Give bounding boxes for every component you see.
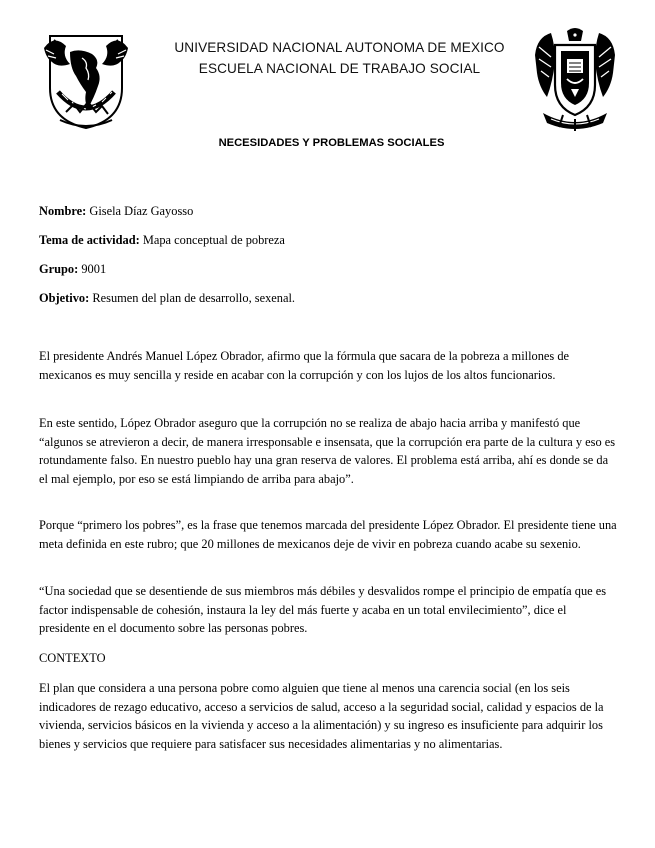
paragraph-2: En este sentido, López Obrador aseguro que la corrupción no se realiza de abajo hacia arriba y manifestó que “algunos se atrevieron a decir, de manera irresponsable e insensata, que la corrupción era parte de la cultura y eso es rotundamente falso. En nuestro pueblo hay una gran reserva de valores. El problema está arriba, ahí es donde se da el mal ejemplo, por eso se está limpiando de arriba para abajo”. bbox=[39, 416, 616, 486]
field-tema-value: Mapa conceptual de pobreza bbox=[142, 233, 285, 247]
paragraph-5: El plan que considera a una persona pobre como alguien que tiene al menos una carencia social (en los seis indicadores de rezago educativo, acceso a servicios de salud, acceso a la seguridad social, calidad y espacios de la vivienda, servicios básicos en la vivienda y acceso a la alimentación) y su ingreso es insuficiente para adquirir los bienes y servicios que requiere para satisfacer sus necesidades alimentarias y no alimentarias. bbox=[39, 681, 604, 751]
field-nombre-label: Nombre: bbox=[39, 204, 87, 218]
field-tema-label: Tema de actividad: bbox=[39, 233, 140, 247]
field-objetivo-value: Resumen del plan de desarrollo, sexenal. bbox=[92, 291, 296, 305]
paragraph-1: El presidente Andrés Manuel López Obrador, afirmo que la fórmula que sacara de la pobreza a millones de mexicanos es muy sencilla y reside en acabar con la corrupción y con los lujos de los altos funcionarios. bbox=[39, 349, 570, 382]
field-grupo-label: Grupo: bbox=[39, 262, 79, 276]
field-nombre bbox=[39, 204, 193, 219]
paragraph-4: “Una sociedad que se desentiende de sus miembros más débiles y desvalidos rompe el principio de empatía que es factor indispensable de cohesión, instaura la ley del más fuerte y acaba en un total envilecimiento”, dice el presidente en el documento sobre las personas pobres. bbox=[39, 584, 607, 635]
school-title: ESCUELA NACIONAL DE TRABAJO SOCIAL bbox=[198, 61, 481, 76]
university-title: UNIVERSIDAD NACIONAL AUTONOMA DE MEXICO bbox=[174, 40, 505, 55]
field-nombre-value: Gisela Díaz Gayosso bbox=[89, 204, 194, 218]
field-objetivo bbox=[39, 291, 295, 306]
field-objetivo-label: Objetivo: bbox=[39, 291, 90, 305]
section-heading-contexto: CONTEXTO bbox=[39, 651, 106, 665]
field-grupo-value: 9001 bbox=[81, 262, 107, 276]
subject-title: NECESIDADES Y PROBLEMAS SOCIALES bbox=[218, 137, 445, 149]
paragraph-3: Porque “primero los pobres”, es la frase que tenemos marcada del presidente López Obrador. El presidente tiene una meta definida en este rubro; que 20 millones de mexicanos deje de vivir en pobreza cuando acabe su sexenio. bbox=[39, 518, 617, 551]
field-tema bbox=[39, 233, 285, 248]
field-grupo bbox=[39, 262, 106, 277]
